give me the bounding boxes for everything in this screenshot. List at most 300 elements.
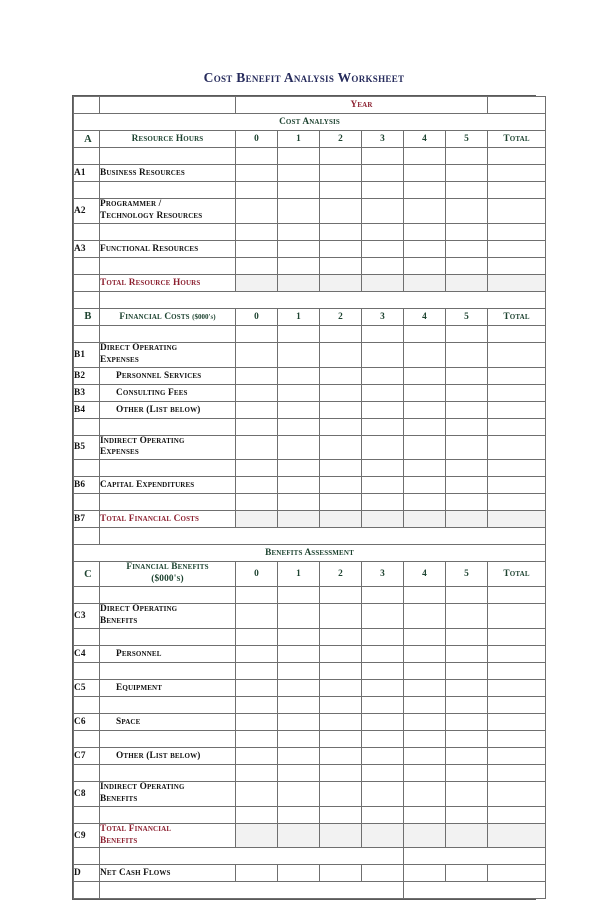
cell-b4-total[interactable] xyxy=(488,401,546,418)
cell-b7-total[interactable] xyxy=(488,511,546,528)
table-row xyxy=(74,679,546,696)
cell-d-y2[interactable] xyxy=(320,865,362,882)
cell-c3-y1[interactable] xyxy=(278,604,320,629)
cell-b7-y4[interactable] xyxy=(404,511,446,528)
col-header-b-year-3: 3 xyxy=(362,308,404,325)
row-code-c8: C8 xyxy=(74,781,100,806)
row-code-c7: C7 xyxy=(74,747,100,764)
spacer-cell xyxy=(446,696,488,713)
spacer-cell xyxy=(320,662,362,679)
spacer-cell xyxy=(446,460,488,477)
net-cash-flows-row xyxy=(74,865,546,882)
spacer-cell xyxy=(100,696,236,713)
year-header: Year xyxy=(236,97,488,114)
spacer-cell xyxy=(404,628,446,645)
row-code-a2: A2 xyxy=(74,199,100,224)
cell-b7-y0[interactable] xyxy=(236,511,278,528)
spacer-cell xyxy=(278,418,320,435)
spacer-row xyxy=(74,730,546,747)
col-header-b-year-5: 5 xyxy=(446,308,488,325)
spacer-cell xyxy=(404,223,446,240)
spacer-cell xyxy=(320,325,362,342)
cell-a2-y0[interactable] xyxy=(236,199,278,224)
col-header-year-1: 1 xyxy=(278,131,320,148)
cell-c6-y4[interactable] xyxy=(404,713,446,730)
spacer-cell xyxy=(278,806,320,823)
cell-d-y5[interactable] xyxy=(446,865,488,882)
row-label-b2: Personnel Services xyxy=(100,367,236,384)
spacer-cell xyxy=(320,806,362,823)
spacer-row xyxy=(74,257,546,274)
spacer-cell xyxy=(236,696,278,713)
spacer-cell xyxy=(362,148,404,165)
col-header-c-year-4: 4 xyxy=(404,562,446,587)
table-row xyxy=(74,477,546,494)
cell-b4-y0[interactable] xyxy=(236,401,278,418)
cell-trh-y0[interactable] xyxy=(236,274,278,291)
cell-b4-y4[interactable] xyxy=(404,401,446,418)
group-c-header-row xyxy=(74,562,546,587)
group-code-c: C xyxy=(74,562,100,587)
cell-b7-y5[interactable] xyxy=(446,511,488,528)
cell-c5-y1[interactable] xyxy=(278,679,320,696)
spacer-cell xyxy=(488,696,546,713)
cell-a3-y5[interactable] xyxy=(446,240,488,257)
row-label-c9-line1: Total Financial xyxy=(100,823,172,834)
spacer-row xyxy=(74,764,546,781)
spacer-cell xyxy=(446,628,488,645)
spacer-row xyxy=(74,494,546,511)
spacer-cell xyxy=(320,628,362,645)
cell-d-total[interactable] xyxy=(488,865,546,882)
cell-b5-y1[interactable] xyxy=(278,435,320,460)
cell-b2-y4[interactable] xyxy=(404,367,446,384)
cell-c9-y5[interactable] xyxy=(446,823,488,848)
col-header-total: Total xyxy=(488,131,546,148)
row-label-b6: Capital Expenditures xyxy=(100,477,236,494)
cell-b1-total[interactable] xyxy=(488,342,546,367)
benefits-assessment-section-row xyxy=(74,545,546,562)
row-code-a3: A3 xyxy=(74,240,100,257)
spacer-cell xyxy=(320,223,362,240)
cell-c3-y4[interactable] xyxy=(404,604,446,629)
cell-c6-y5[interactable] xyxy=(446,713,488,730)
cell-c4-y0[interactable] xyxy=(236,645,278,662)
cell-b5-y4[interactable] xyxy=(404,435,446,460)
spacer-cell xyxy=(236,662,278,679)
cell-c4-total[interactable] xyxy=(488,645,546,662)
group-label-c xyxy=(100,562,236,587)
cell-b7-y3[interactable] xyxy=(362,511,404,528)
spacer-cell xyxy=(74,148,100,165)
spacer-cell xyxy=(362,806,404,823)
col-header-b-total: Total xyxy=(488,308,546,325)
cell-a3-y3[interactable] xyxy=(362,240,404,257)
spacer-cell xyxy=(320,460,362,477)
cell-b7-y2[interactable] xyxy=(320,511,362,528)
cell-b3-y0[interactable] xyxy=(236,384,278,401)
cell-c6-y1[interactable] xyxy=(278,713,320,730)
table-row xyxy=(74,165,546,182)
spacer-cell xyxy=(362,730,404,747)
spacer-cell xyxy=(74,628,100,645)
col-header-c-year-0: 0 xyxy=(236,562,278,587)
divider-cell xyxy=(100,528,546,545)
spacer-cell xyxy=(236,182,278,199)
row-code-c6: C6 xyxy=(74,713,100,730)
spacer-cell xyxy=(446,587,488,604)
cell-b5-y2[interactable] xyxy=(320,435,362,460)
cell-c7-total[interactable] xyxy=(488,747,546,764)
spacer-row xyxy=(74,662,546,679)
page-title: Cost Benefit Analysis Worksheet xyxy=(203,70,405,85)
cell-c7-y2[interactable] xyxy=(320,747,362,764)
spacer-cell xyxy=(488,460,546,477)
cell-b3-y2[interactable] xyxy=(320,384,362,401)
cell-c3-y3[interactable] xyxy=(362,604,404,629)
total-resource-hours-row xyxy=(74,274,546,291)
spacer-cell xyxy=(236,764,278,781)
cell-trh-y1[interactable] xyxy=(278,274,320,291)
spacer-cell xyxy=(236,418,278,435)
spacer-cell xyxy=(404,418,446,435)
row-label-c8-line1: Indirect Operating xyxy=(100,781,185,792)
spacer-cell xyxy=(446,418,488,435)
spacer-row xyxy=(74,148,546,165)
spacer-row xyxy=(74,628,546,645)
cell-c9-y3[interactable] xyxy=(362,823,404,848)
cell-trh-y2[interactable] xyxy=(320,274,362,291)
spacer-cell xyxy=(236,223,278,240)
row-label-c3-line2: Benefits xyxy=(100,616,138,627)
spacer-cell xyxy=(100,257,236,274)
spacer-cell xyxy=(362,223,404,240)
spacer-cell xyxy=(236,494,278,511)
cell-a1-y4[interactable] xyxy=(404,165,446,182)
row-code-b1: B1 xyxy=(74,342,100,367)
row-label-c9 xyxy=(100,823,236,848)
spacer-cell xyxy=(488,148,546,165)
table-row xyxy=(74,604,546,629)
row-label-a2-line2: Technology Resources xyxy=(100,210,203,221)
cell-c5-y3[interactable] xyxy=(362,679,404,696)
spacer-cell xyxy=(100,460,236,477)
cell-a1-y2[interactable] xyxy=(320,165,362,182)
table-row xyxy=(74,435,546,460)
cell-c3-y5[interactable] xyxy=(446,604,488,629)
cell-c4-y5[interactable] xyxy=(446,645,488,662)
spacer-cell xyxy=(488,182,546,199)
cell-trh-total[interactable] xyxy=(488,274,546,291)
spacer-cell xyxy=(446,325,488,342)
cell-b6-y3[interactable] xyxy=(362,477,404,494)
spacer-cell xyxy=(278,730,320,747)
spacer-cell xyxy=(362,182,404,199)
spacer-cell xyxy=(100,325,236,342)
cell-c9-y0[interactable] xyxy=(236,823,278,848)
row-code-b5: B5 xyxy=(74,435,100,460)
cell-c8-y3[interactable] xyxy=(362,781,404,806)
spacer-cell xyxy=(446,148,488,165)
cell-d-y4[interactable] xyxy=(404,865,446,882)
spacer-cell xyxy=(404,494,446,511)
cell-c8-y4[interactable] xyxy=(404,781,446,806)
cell-c7-y1[interactable] xyxy=(278,747,320,764)
row-label-d: Net Cash Flows xyxy=(100,865,236,882)
cell-trh-y3[interactable] xyxy=(362,274,404,291)
spacer-row xyxy=(74,587,546,604)
spacer-cell xyxy=(320,764,362,781)
cell-a2-y3[interactable] xyxy=(362,199,404,224)
spacer-cell xyxy=(236,325,278,342)
cell-c5-total[interactable] xyxy=(488,679,546,696)
spacer-cell xyxy=(74,257,100,274)
cell-b3-y3[interactable] xyxy=(362,384,404,401)
cell-b5-y0[interactable] xyxy=(236,435,278,460)
cell-b6-total[interactable] xyxy=(488,477,546,494)
row-label-c8-line2: Benefits xyxy=(100,793,138,804)
cell-a1-total[interactable] xyxy=(488,165,546,182)
group-label-c-line2: ($000's) xyxy=(151,574,184,585)
spacer-cell xyxy=(74,182,100,199)
spacer-cell xyxy=(320,730,362,747)
cell-c4-y2[interactable] xyxy=(320,645,362,662)
row-label-c3 xyxy=(100,604,236,629)
cell-c5-y2[interactable] xyxy=(320,679,362,696)
spacer-cell xyxy=(404,587,446,604)
spacer-cell xyxy=(278,764,320,781)
cell-a3-y0[interactable] xyxy=(236,240,278,257)
group-label-b xyxy=(100,308,236,325)
cell-c9-y4[interactable] xyxy=(404,823,446,848)
spacer-cell xyxy=(278,460,320,477)
cell-b3-y5[interactable] xyxy=(446,384,488,401)
cell-d-y0[interactable] xyxy=(236,865,278,882)
cell-trh-y5[interactable] xyxy=(446,274,488,291)
spacer-cell xyxy=(362,662,404,679)
cell-b5-y3[interactable] xyxy=(362,435,404,460)
table-row xyxy=(74,240,546,257)
spacer-cell xyxy=(100,662,236,679)
cell-b5-total[interactable] xyxy=(488,435,546,460)
spacer-cell xyxy=(278,325,320,342)
cell-b4-y5[interactable] xyxy=(446,401,488,418)
cell-b1-y1[interactable] xyxy=(278,342,320,367)
corner-block-right xyxy=(488,97,546,114)
cell-b6-y0[interactable] xyxy=(236,477,278,494)
row-label-c8 xyxy=(100,781,236,806)
group-label-b-sub: ($000's) xyxy=(192,312,216,321)
cell-b2-total[interactable] xyxy=(488,367,546,384)
spacer-cell xyxy=(362,628,404,645)
row-code-b2: B2 xyxy=(74,367,100,384)
cell-c5-y4[interactable] xyxy=(404,679,446,696)
cell-c3-y2[interactable] xyxy=(320,604,362,629)
spacer-cell xyxy=(100,806,236,823)
row-label-c4: Personnel xyxy=(100,645,236,662)
cell-c3-y0[interactable] xyxy=(236,604,278,629)
cell-a3-y4[interactable] xyxy=(404,240,446,257)
spacer-cell xyxy=(362,587,404,604)
cell-b3-total[interactable] xyxy=(488,384,546,401)
cell-b2-y2[interactable] xyxy=(320,367,362,384)
group-code-a: A xyxy=(74,131,100,148)
cell-b6-y2[interactable] xyxy=(320,477,362,494)
cell-a2-y2[interactable] xyxy=(320,199,362,224)
col-header-b-year-4: 4 xyxy=(404,308,446,325)
total-financial-benefits-row xyxy=(74,823,546,848)
spacer-cell xyxy=(278,662,320,679)
spacer-cell xyxy=(100,223,236,240)
cell-b2-y3[interactable] xyxy=(362,367,404,384)
cell-b4-y1[interactable] xyxy=(278,401,320,418)
cell-b4-y3[interactable] xyxy=(362,401,404,418)
row-label-b1-line2: Expenses xyxy=(100,354,139,365)
cell-b6-y5[interactable] xyxy=(446,477,488,494)
cell-a1-y5[interactable] xyxy=(446,165,488,182)
spacer-cell xyxy=(100,628,236,645)
spacer-cell xyxy=(362,460,404,477)
spacer-cell xyxy=(236,587,278,604)
cell-a3-y2[interactable] xyxy=(320,240,362,257)
spacer-cell xyxy=(488,257,546,274)
cell-b1-y5[interactable] xyxy=(446,342,488,367)
spacer-cell xyxy=(236,628,278,645)
cell-c7-y5[interactable] xyxy=(446,747,488,764)
section-title-cost-analysis: Cost Analysis xyxy=(74,114,546,131)
cell-a2-y5[interactable] xyxy=(446,199,488,224)
cell-c8-y1[interactable] xyxy=(278,781,320,806)
cell-b1-y0[interactable] xyxy=(236,342,278,367)
spacer-cell xyxy=(278,223,320,240)
table-row xyxy=(74,367,546,384)
cell-c8-y2[interactable] xyxy=(320,781,362,806)
cell-c7-y3[interactable] xyxy=(362,747,404,764)
cell-b2-y5[interactable] xyxy=(446,367,488,384)
cell-b1-y2[interactable] xyxy=(320,342,362,367)
spacer-cell xyxy=(278,148,320,165)
spacer-row xyxy=(74,182,546,199)
col-header-b-year-0: 0 xyxy=(236,308,278,325)
spacer-row xyxy=(74,223,546,240)
total-financial-costs-row xyxy=(74,511,546,528)
row-code-c9: C9 xyxy=(74,823,100,848)
cell-a3-total[interactable] xyxy=(488,240,546,257)
row-code-b3: B3 xyxy=(74,384,100,401)
cell-c5-y0[interactable] xyxy=(236,679,278,696)
cell-c6-y2[interactable] xyxy=(320,713,362,730)
cell-c5-y5[interactable] xyxy=(446,679,488,696)
row-label-b1 xyxy=(100,342,236,367)
spacer-cell xyxy=(362,257,404,274)
cell-a2-y4[interactable] xyxy=(404,199,446,224)
row-label-c9-line2: Benefits xyxy=(100,835,138,846)
cell-c8-y5[interactable] xyxy=(446,781,488,806)
spacer-cell xyxy=(100,148,236,165)
cell-b6-y4[interactable] xyxy=(404,477,446,494)
cell-d-y1[interactable] xyxy=(278,865,320,882)
cell-c6-y3[interactable] xyxy=(362,713,404,730)
row-label-b4: Other (List below) xyxy=(100,401,236,418)
spacer-cell xyxy=(446,257,488,274)
spacer-cell xyxy=(488,418,546,435)
spacer-cell xyxy=(362,764,404,781)
bottom-divider-band xyxy=(74,882,546,899)
cell-c9-total[interactable] xyxy=(488,823,546,848)
group-label-c-line1: Financial Benefits xyxy=(126,562,209,573)
cell-c9-y2[interactable] xyxy=(320,823,362,848)
cell-a2-y1[interactable] xyxy=(278,199,320,224)
row-label-a1: Business Resources xyxy=(100,165,236,182)
cell-c6-total[interactable] xyxy=(488,713,546,730)
cell-c7-y0[interactable] xyxy=(236,747,278,764)
divider-cell xyxy=(404,882,546,899)
spacer-cell xyxy=(446,182,488,199)
cell-b1-y3[interactable] xyxy=(362,342,404,367)
spacer-cell xyxy=(320,587,362,604)
cell-d-y3[interactable] xyxy=(362,865,404,882)
cell-c4-y1[interactable] xyxy=(278,645,320,662)
cost-benefit-table xyxy=(72,95,536,900)
spacer-cell xyxy=(100,418,236,435)
cell-b6-y1[interactable] xyxy=(278,477,320,494)
cell-a2-total[interactable] xyxy=(488,199,546,224)
cell-b3-y1[interactable] xyxy=(278,384,320,401)
col-header-c-year-2: 2 xyxy=(320,562,362,587)
group-code-b: B xyxy=(74,308,100,325)
cell-c8-total[interactable] xyxy=(488,781,546,806)
table-row xyxy=(74,401,546,418)
cell-a3-y1[interactable] xyxy=(278,240,320,257)
cell-c4-y4[interactable] xyxy=(404,645,446,662)
cell-c6-y0[interactable] xyxy=(236,713,278,730)
cell-trh-y4[interactable] xyxy=(404,274,446,291)
cell-b2-y0[interactable] xyxy=(236,367,278,384)
cell-b2-y1[interactable] xyxy=(278,367,320,384)
divider-cell xyxy=(404,848,546,865)
cell-a1-y3[interactable] xyxy=(362,165,404,182)
col-header-c-year-5: 5 xyxy=(446,562,488,587)
spacer-cell xyxy=(404,325,446,342)
cell-c8-y0[interactable] xyxy=(236,781,278,806)
cell-a1-y1[interactable] xyxy=(278,165,320,182)
divider-cell xyxy=(74,291,100,308)
cell-b3-y4[interactable] xyxy=(404,384,446,401)
group-a-header-row xyxy=(74,131,546,148)
cell-c7-y4[interactable] xyxy=(404,747,446,764)
cell-a1-y0[interactable] xyxy=(236,165,278,182)
row-code-b4: B4 xyxy=(74,401,100,418)
cell-b1-y4[interactable] xyxy=(404,342,446,367)
spacer-cell xyxy=(100,730,236,747)
divider-cell xyxy=(100,291,546,308)
cell-b7-y1[interactable] xyxy=(278,511,320,528)
spacer-cell xyxy=(236,730,278,747)
spacer-cell xyxy=(74,662,100,679)
cell-c4-y3[interactable] xyxy=(362,645,404,662)
col-header-c-year-3: 3 xyxy=(362,562,404,587)
cell-b5-y5[interactable] xyxy=(446,435,488,460)
cell-b4-y2[interactable] xyxy=(320,401,362,418)
spacer-cell xyxy=(74,730,100,747)
spacer-cell xyxy=(278,257,320,274)
spacer-cell xyxy=(362,494,404,511)
divider-cell xyxy=(74,528,100,545)
spacer-cell xyxy=(404,460,446,477)
cell-c9-y1[interactable] xyxy=(278,823,320,848)
col-header-b-year-2: 2 xyxy=(320,308,362,325)
cell-c3-total[interactable] xyxy=(488,604,546,629)
